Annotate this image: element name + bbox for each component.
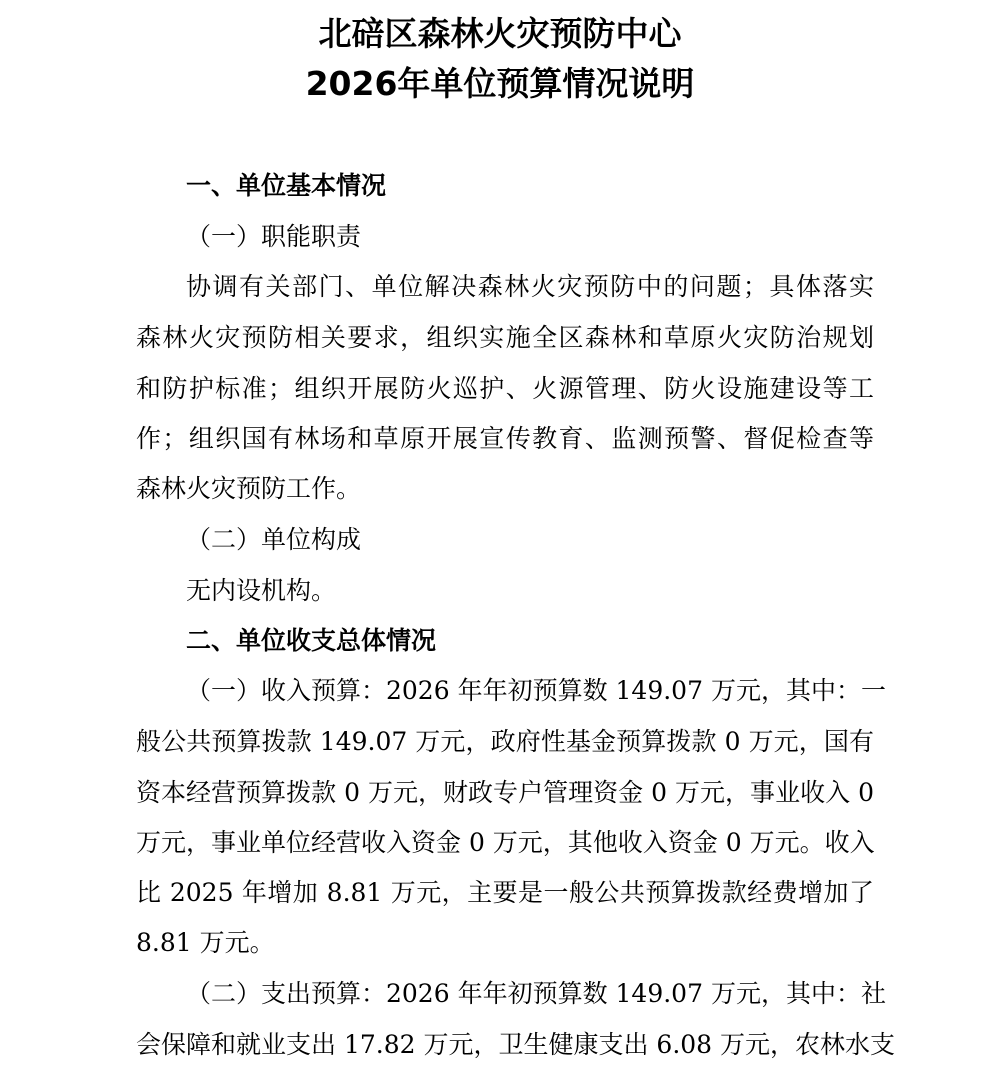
paragraph-line: 8.81 万元。 — [136, 928, 275, 957]
paragraph-line: 森林火灾预防工作。 — [136, 474, 362, 503]
section-heading-1: 一、单位基本情况 — [186, 171, 387, 200]
document-title-line-2: 2026年单位预算情况说明 — [305, 64, 695, 103]
paragraph-line: 资本经营预算拨款 0 万元，财政专户管理资金 0 万元，事业收入 0 — [136, 778, 874, 807]
paragraph-line: 森林火灾预防相关要求，组织实施全区森林和草原火灾防治规划 — [136, 323, 874, 352]
paragraph-line: （一）收入预算：2026 年年初预算数 149.07 万元，其中：一 — [186, 676, 886, 705]
subsection-heading-structure: （二）单位构成 — [186, 525, 362, 554]
paragraph-line: 比 2025 年增加 8.81 万元，主要是一般公共预算拨款经费增加了 — [136, 878, 874, 907]
paragraph-line: 会保障和就业支出 17.82 万元，卫生健康支出 6.08 万元，农林水支 — [136, 1030, 896, 1059]
subsection-heading-functions: （一）职能职责 — [186, 222, 362, 251]
paragraph-line: 协调有关部门、单位解决森林火灾预防中的问题；具体落实 — [186, 272, 874, 301]
paragraph-line: 作；组织国有林场和草原开展宣传教育、监测预警、督促检查等 — [136, 424, 874, 453]
paragraph-line: 万元，事业单位经营收入资金 0 万元，其他收入资金 0 万元。收入 — [136, 828, 875, 857]
section-heading-2: 二、单位收支总体情况 — [186, 626, 437, 655]
document-title-line-1: 北碚区森林火灾预防中心 — [318, 14, 682, 53]
paragraph-line: 无内设机构。 — [186, 576, 337, 605]
paragraph-line: （二）支出预算：2026 年年初预算数 149.07 万元，其中：社 — [186, 979, 886, 1008]
paragraph-line: 般公共预算拨款 149.07 万元，政府性基金预算拨款 0 万元，国有 — [136, 727, 874, 756]
paragraph-line: 和防护标准；组织开展防火巡护、火源管理、防火设施建设等工 — [136, 374, 874, 403]
